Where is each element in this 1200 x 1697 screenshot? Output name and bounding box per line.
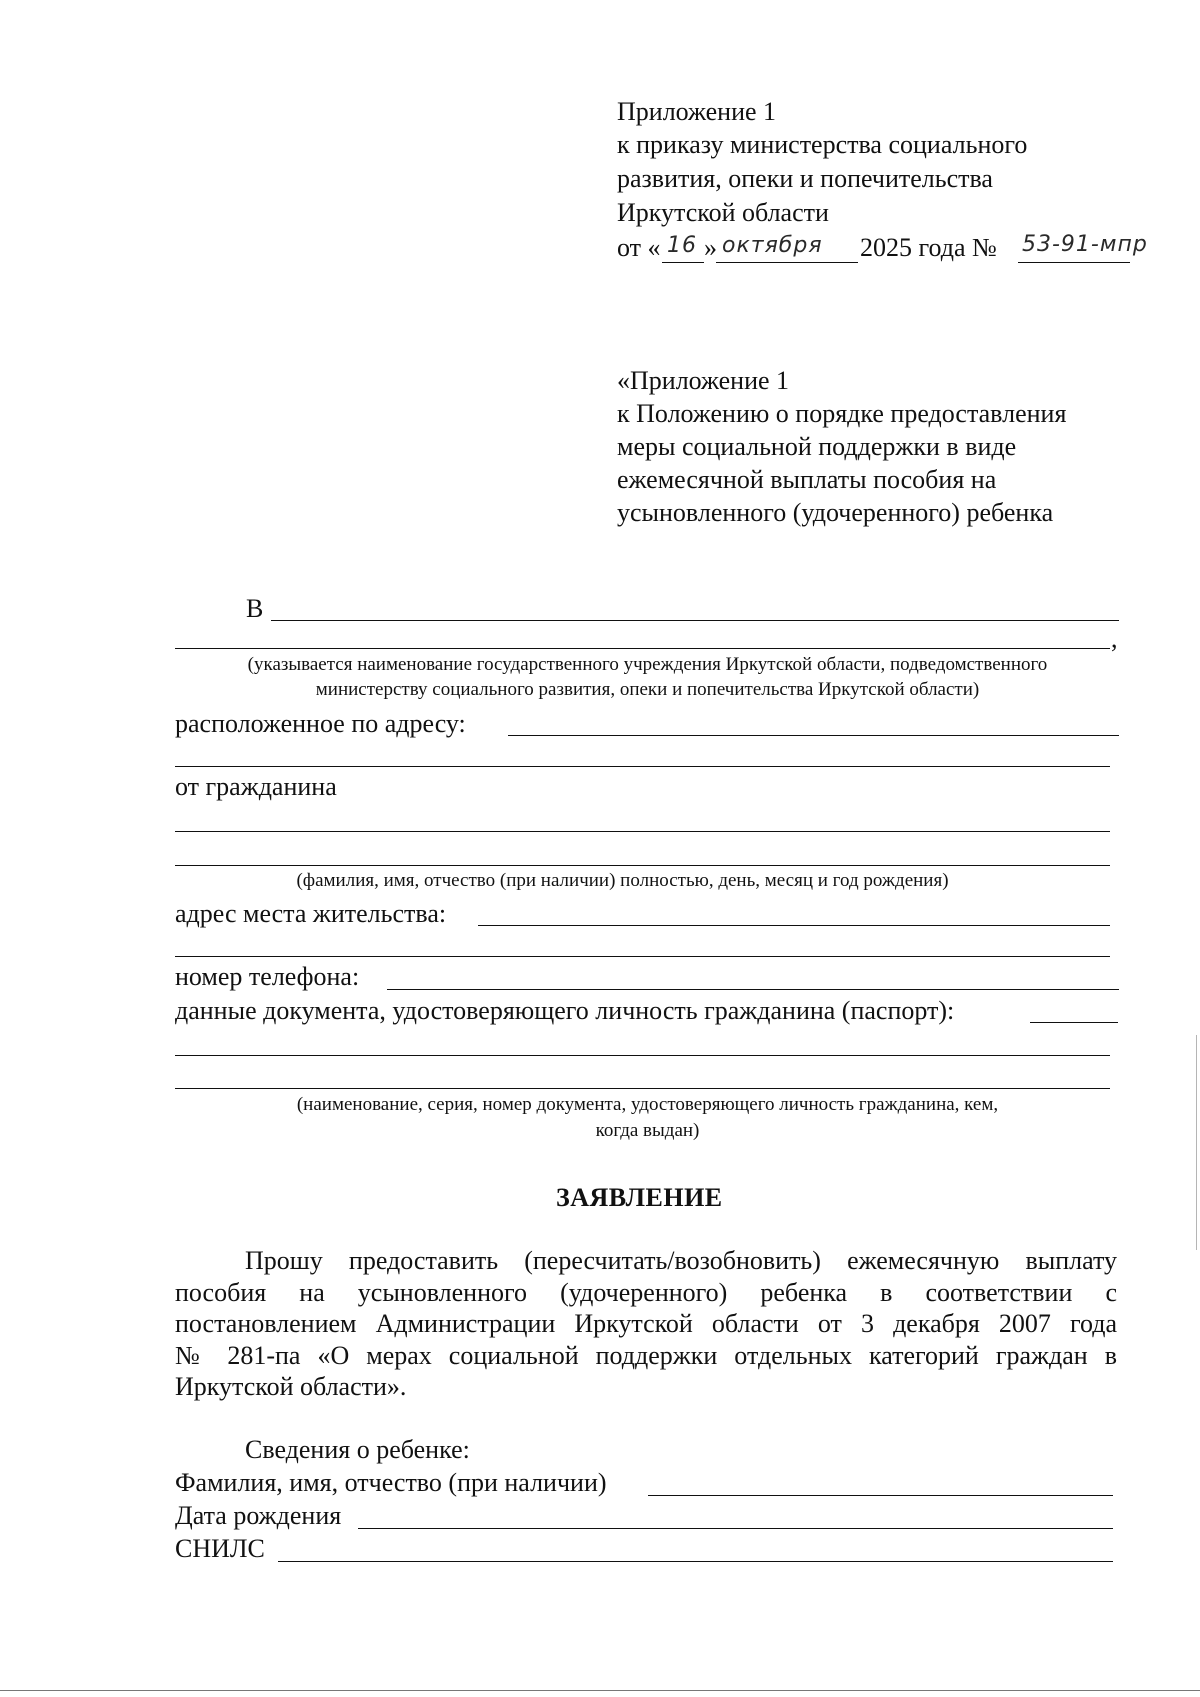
annex-line-3: меры социальной поддержки в виде <box>617 432 1017 461</box>
child-name-field-line[interactable] <box>648 1495 1113 1496</box>
residence-field-line-2[interactable] <box>175 956 1110 957</box>
address-label: расположенное по адресу: <box>175 709 466 738</box>
id-document-field-line-3[interactable] <box>175 1088 1110 1089</box>
to-label: В <box>246 594 264 623</box>
statement-title: ЗАЯВЛЕНИЕ <box>556 1183 723 1212</box>
annex-line-2: к Положению о порядке предоставления <box>617 399 1067 428</box>
handwritten-order-number: 53-91-мпр <box>1022 232 1148 257</box>
id-document-field-line-2[interactable] <box>175 1055 1110 1056</box>
statement-line-4: № 281-па «О мерах социальной поддержки отдельных категорий граждан в <box>175 1340 1117 1370</box>
statement-line-5: Иркутской области». <box>175 1372 407 1401</box>
number-underline <box>1018 262 1130 263</box>
institution-hint-1: (указывается наименование государственного учреждения Иркутской области, подведомственного <box>247 654 1048 675</box>
annex-line-1: «Приложение 1 <box>617 366 790 395</box>
header-line-1: Приложение 1 <box>617 97 777 126</box>
citizen-field-line-2[interactable] <box>175 865 1110 866</box>
statement-line-3: постановлением Администрации Иркутской области от 3 декабря 2007 года <box>175 1309 1117 1338</box>
child-snils-field-line[interactable] <box>278 1561 1113 1562</box>
handwritten-month: октября <box>722 233 823 258</box>
address-field-line-2[interactable] <box>175 766 1110 767</box>
phone-field-line[interactable] <box>387 989 1119 990</box>
residence-field-line-1[interactable] <box>478 925 1110 926</box>
child-name-label: Фамилия, имя, отчество (при наличии) <box>175 1468 607 1497</box>
page-bottom-rule <box>0 1690 1200 1691</box>
header-line-4: Иркутской области <box>617 198 829 227</box>
recipient-field-line-1[interactable] <box>271 620 1119 621</box>
child-snils-label: СНИЛС <box>175 1534 265 1563</box>
header-line-2: к приказу министерства социального <box>617 130 1028 159</box>
phone-label: номер телефона: <box>175 962 360 991</box>
annex-line-4: ежемесячной выплаты пособия на <box>617 465 997 494</box>
id-document-label: данные документа, удостоверяющего личность гражданина (паспорт): <box>175 996 955 1025</box>
id-document-hint-1: (наименование, серия, номер документа, удостоверяющего личность гражданина, кем, <box>296 1094 999 1115</box>
child-heading: Сведения о ребенке: <box>245 1435 470 1464</box>
statement-line-1: Прошу предоставить (пересчитать/возобновить) ежемесячную выплату <box>245 1246 1117 1275</box>
residence-label: адрес места жительства: <box>175 899 447 928</box>
statement-body <box>175 1245 1117 1403</box>
recipient-comma: , <box>1111 624 1118 653</box>
citizen-field-line-1[interactable] <box>175 831 1110 832</box>
month-underline <box>716 262 858 263</box>
handwritten-day: 16 <box>667 233 697 258</box>
id-document-field-line-1[interactable] <box>1030 1022 1118 1023</box>
scan-edge-mark <box>1196 1035 1197 1250</box>
child-birth-label: Дата рождения <box>175 1501 342 1530</box>
from-citizen-label: от гражданина <box>175 772 337 801</box>
header-line-3: развития, опеки и попечительства <box>617 164 993 193</box>
recipient-field-line-2[interactable] <box>175 648 1110 649</box>
day-underline <box>662 262 704 263</box>
child-birth-field-line[interactable] <box>358 1528 1113 1529</box>
citizen-name-hint: (фамилия, имя, отчество (при наличии) полностью, день, месяц и год рождения) <box>296 870 949 891</box>
statement-line-2: пособия на усыновленного (удочеренного) ребенка в соответствии с <box>175 1277 1117 1307</box>
id-document-hint-2: когда выдан) <box>595 1120 700 1141</box>
order-day-close: » <box>704 233 717 262</box>
annex-line-5: усыновленного (удочеренного) ребенка <box>617 498 1054 527</box>
institution-hint-2: министерству социального развития, опеки и попечительства Иркутской области) <box>315 679 980 700</box>
order-year-label: 2025 года № <box>860 233 997 262</box>
address-field-line-1[interactable] <box>508 735 1119 736</box>
order-from-label: от « <box>617 233 661 262</box>
